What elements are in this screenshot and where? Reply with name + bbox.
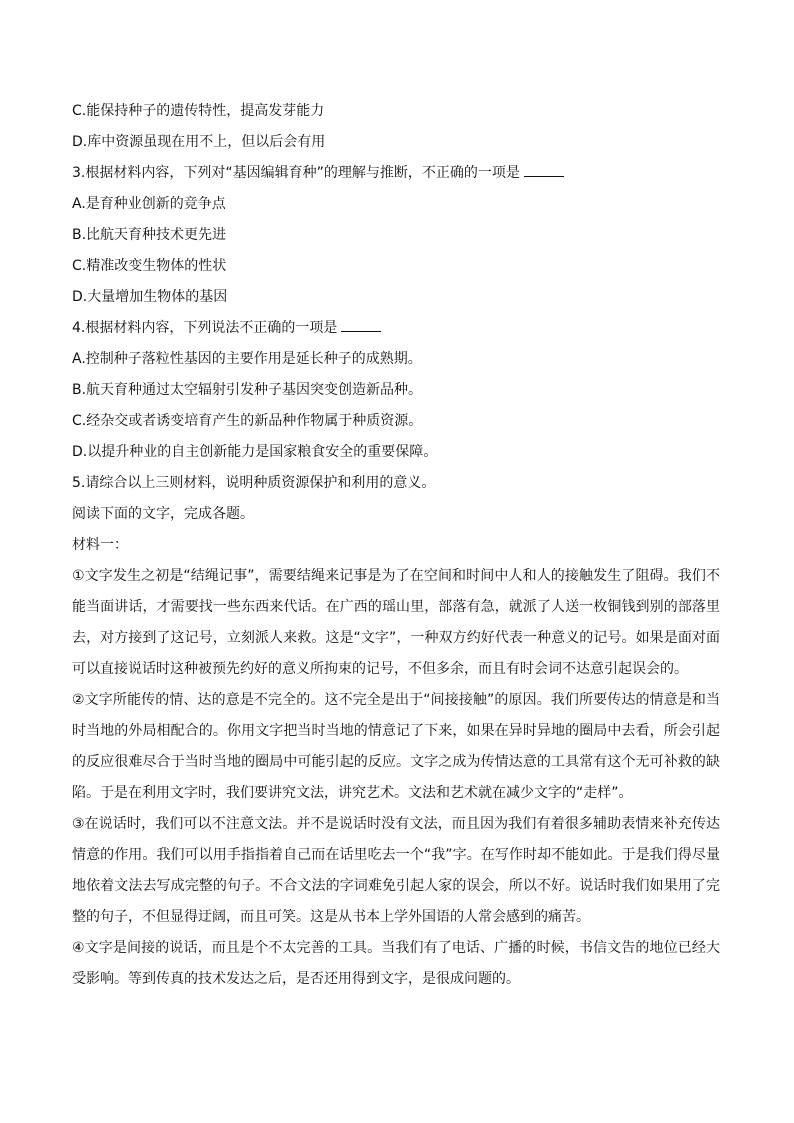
option-b-q3: B.比航天育种技术更先进 <box>72 227 227 243</box>
reading-instruction: 阅读下面的文字，完成各题。 <box>72 506 254 522</box>
question-5: 5.请综合以上三则材料，说明种质资源保护和利用的意义。 <box>72 475 436 491</box>
paragraph-1: ①文字发生之初是“结绳记事”，需要结绳来记事是为了在空间和时间中人和人的接触发生了阻碍。我们不能当面讲话，才需要找一些东西来代话。在广西的瑶山里，部落有急，就派了人送一枚铜钱到别的部落里去，对方接到了这记号，立刻派人来救。这是“文字”，一种双方约好代表一种意义的记号。如果是面对面可以直接说话时这种被预先约好的意义所拘束的记号，不但多余，而且有时会词不达意引起误会的。 <box>72 568 720 677</box>
material-one-heading: 材料一： <box>72 537 128 553</box>
option-c-q2: C.能保持种子的遗传特性，提高发芽能力 <box>72 103 325 119</box>
option-a-q3: A.是育种业创新的竞争点 <box>72 196 226 212</box>
option-d-q2: D.库中资源虽现在用不上，但以后会有用 <box>72 134 326 150</box>
option-d-q3: D.大量增加生物体的基因 <box>72 289 228 305</box>
paragraph-3: ③在说话时，我们可以不注意文法。并不是说话时没有文法，而且因为我们有着很多辅助表情来补充传达情意的作用。我们可以用手指指着自己而在话里吃去一个“我”字。在写作时却不能如此。于是我们得尽量地依着文法去写成完整的句子。不合文法的字词难免引起人家的误会，所以不好。说话时我们如果用了完整的句子，不但显得迂阔，而且可笑。这是从书本上学外国语的人常会感到的痛苦。 <box>72 816 720 925</box>
option-b-q4: B.航天育种通过太空辐射引发种子基因突变创造新品种。 <box>72 382 423 398</box>
question-4 <box>72 313 720 344</box>
option-c-q3: C.精准改变生物体的性状 <box>72 258 227 274</box>
document-body <box>72 96 720 995</box>
answer-blank <box>524 175 564 177</box>
option-d-q4: D.以提升种业的自主创新能力是国家粮食安全的重要保障。 <box>72 444 438 460</box>
option-c-q4: C.经杂交或者诱变培育产生的新品种作物属于种质资源。 <box>72 413 423 429</box>
answer-blank <box>341 330 381 332</box>
question-4-text: 4.根据材料内容，下列说法不正确的一项是 <box>72 320 338 336</box>
paragraph-4: ④文字是间接的说话，而且是个不太完善的工具。当我们有了电话、广播的时候，书信文告的地位已经大受影响。等到传真的技术发达之后，是否还用得到文字，是很成问题的。 <box>72 940 720 987</box>
option-a-q4: A.控制种子落粒性基因的主要作用是延长种子的成熟期。 <box>72 351 422 367</box>
paragraph-2: ②文字所能传的情、达的意是不完全的。这不完全是出于“间接接触”的原因。我们所要传达的情意是和当时当地的外局相配合的。你用文字把当时当地的情意记了下来，如果在异时异地的圈局中去看，所会引起的反应很难尽合于当时当地的圈局中可能引起的反应。文字之成为传情达意的工具常有这个无可补救的缺陷。于是在利用文字时，我们要讲究文法，讲究艺术。文法和艺术就在减少文字的“走样”。 <box>72 692 720 801</box>
question-3 <box>72 158 720 189</box>
question-3-text: 3.根据材料内容，下列对“基因编辑育种”的理解与推断，不正确的一项是 <box>72 165 520 181</box>
